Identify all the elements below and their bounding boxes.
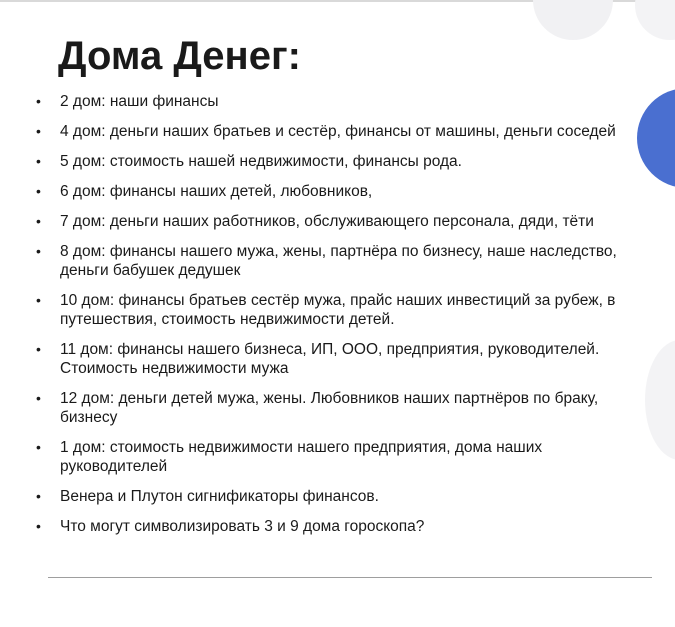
list-item — [36, 182, 636, 201]
slide-title: Дома Денег: — [58, 34, 301, 78]
list-item — [36, 92, 636, 111]
list-item-text: 1 дом: стоимость недвижимости нашего предприятия, дома наших руководителей — [60, 439, 543, 475]
list-item-text: 4 дом: деньги наших братьев и сестёр, финансы от машины, деньги соседей — [60, 123, 616, 140]
bullet-icon: • — [36, 292, 41, 308]
bullet-icon: • — [36, 243, 41, 259]
list-item — [36, 212, 636, 231]
decorative-circle — [635, 0, 675, 40]
bottom-divider — [48, 577, 652, 578]
list-item-text: 11 дом: финансы нашего бизнеса, ИП, ООО, предприятия, руководителей. Стоимость недвижимости мужа — [60, 341, 600, 377]
list-item-text: 5 дом: стоимость нашей недвижимости, финансы рода. — [60, 153, 462, 170]
decorative-circle — [645, 340, 675, 460]
list-item-text: 10 дом: финансы братьев сестёр мужа, прайс наших инвестиций за рубеж, в путешествия, стоимость недвижимости детей. — [60, 292, 616, 328]
list-item-text: 7 дом: деньги наших работников, обслуживающего персонала, дяди, тёти — [60, 213, 594, 230]
bullet-icon: • — [36, 213, 41, 229]
list-item-text: 2 дом: наши финансы — [60, 93, 219, 110]
bullet-icon: • — [36, 488, 41, 504]
list-item — [36, 340, 636, 378]
list-item — [36, 517, 636, 536]
bullet-icon: • — [36, 93, 41, 109]
bullet-list — [36, 92, 636, 547]
decorative-circle — [533, 0, 613, 40]
list-item — [36, 242, 636, 280]
list-item-text: 6 дом: финансы наших детей, любовников, — [60, 183, 373, 200]
bullet-icon: • — [36, 153, 41, 169]
bullet-icon: • — [36, 123, 41, 139]
list-item-text: Что могут символизировать 3 и 9 дома гороскопа? — [60, 518, 425, 535]
list-item — [36, 438, 636, 476]
decorative-blue-circle — [637, 88, 675, 188]
bullet-icon: • — [36, 183, 41, 199]
list-item — [36, 389, 636, 427]
list-item-text: Венера и Плутон сигнификаторы финансов. — [60, 488, 379, 505]
list-item — [36, 152, 636, 171]
bullet-icon: • — [36, 390, 41, 406]
bullet-icon: • — [36, 518, 41, 534]
list-item-text: 8 дом: финансы нашего мужа, жены, партнёра по бизнесу, наше наследство, деньги бабушек дедушек — [60, 243, 617, 279]
list-item — [36, 122, 636, 141]
list-item — [36, 291, 636, 329]
bullet-icon: • — [36, 439, 41, 455]
list-item — [36, 487, 636, 506]
bullet-icon: • — [36, 341, 41, 357]
list-item-text: 12 дом: деньги детей мужа, жены. Любовников наших партнёров по браку, бизнесу — [60, 390, 599, 426]
